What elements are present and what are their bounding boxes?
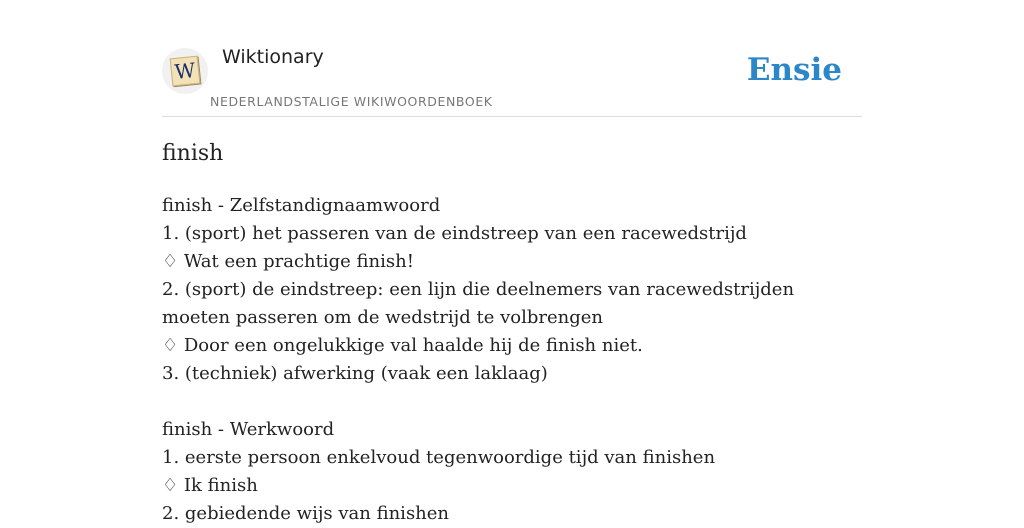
verb-example-1: ♢ Ik finish: [162, 475, 258, 496]
main-content: [162, 138, 862, 528]
wiktionary-logo-icon[interactable]: [162, 48, 208, 94]
logo-tile: [170, 56, 201, 87]
page-title: finish: [162, 141, 224, 166]
verb-heading: finish - Werkwoord: [162, 419, 335, 440]
noun-example-1: ♢ Wat een prachtige finish!: [162, 251, 414, 272]
noun-definition-1: 1. (sport) het passeren van de eindstreep van een racewedstrijd: [162, 223, 747, 244]
noun-heading: finish - Zelfstandignaamwoord: [162, 195, 441, 216]
logo-letter: W: [173, 57, 197, 85]
site-header: [162, 44, 862, 117]
ensie-brand-link[interactable]: Ensie: [746, 52, 842, 88]
section-spacer: [162, 388, 862, 416]
noun-example-2: ♢ Door een ongelukkige val haalde hij de finish niet.: [162, 335, 643, 356]
noun-definition-2: 2. (sport) de eindstreep: een lijn die deelnemers van racewedstrijden moeten passeren om de wedstrijd te volbrengen: [162, 279, 795, 328]
verb-definition-2: 2. gebiedende wijs van finishen: [162, 503, 450, 524]
entry-body: [162, 192, 862, 528]
site-title-link[interactable]: Wiktionary: [222, 46, 324, 68]
site-tagline: NEDERLANDSTALIGE WIKIWOORDENBOEK: [210, 94, 493, 109]
noun-definition-3: 3. (techniek) afwerking (vaak een laklaag): [162, 363, 548, 384]
verb-definition-1: 1. eerste persoon enkelvoud tegenwoordige tijd van finishen: [162, 447, 716, 468]
